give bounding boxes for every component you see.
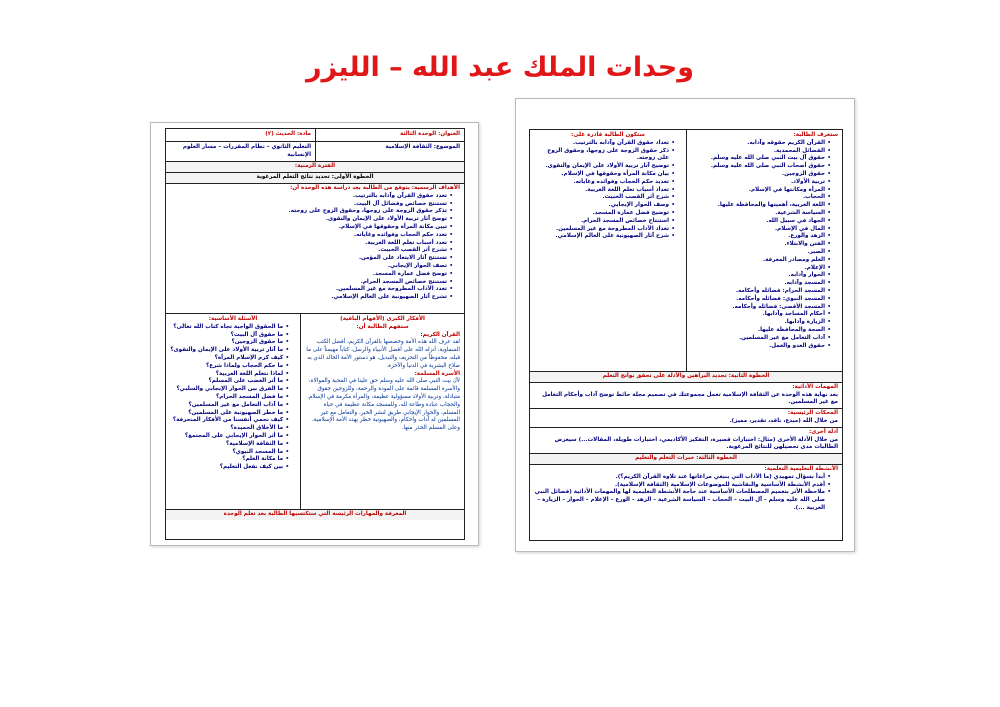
program-label: التعليم الثانوي – نظام المقررات – مسار العلوم الإنسانية (182, 143, 311, 158)
know-item: • الزهد والورع. (691, 233, 830, 241)
goals-title: الأهداف الرسمية: يتوقع من الطالبة بعد دراسة هذه الوحدة أن: (290, 184, 460, 191)
questions-column (166, 314, 300, 509)
able-item: • تعداد حقوق القرآن وآدابه بالترتيب. (534, 140, 674, 148)
task-title: المهمات الأدائية: (792, 383, 838, 390)
know-item: • حقوق العدو والعمل. (691, 343, 830, 351)
goal-item: • تشرح أثر القصب الخبيث. (170, 247, 452, 255)
question-item: • ما أثر الغضب على المسلم؟ (170, 378, 288, 386)
know-item: • المسجد الحرام: فضائله وأحكامه. (691, 288, 830, 296)
evidence-title: أدلة أخرى: (808, 428, 838, 435)
question-item: • ما حقوق آل البيت؟ (170, 332, 288, 340)
stage1-row: الخطوة الأولى: تحديد نتائج التعلم المرغوبة (166, 173, 464, 184)
right-document-page (515, 98, 855, 552)
know-item: • حقوق الزوجين. (691, 171, 830, 179)
unit-label: العنوان: الوحدة الثالثة (399, 131, 460, 137)
know-column (686, 130, 842, 371)
activity-item: • أقدم الأنشطة الأساسية والنقاشية للموضوعات الإسلامية (الثقافة الإسلامية). (534, 482, 830, 490)
left-footer-row: المعرفة والمهارات الرئيسة التي ستكتسبها الطالبة بعد تعلم الوحدة (166, 510, 464, 520)
question-item: • ما آثار تربية الأولاد على الإيمان والتقوى؟ (170, 347, 288, 355)
know-item: • الفتن والابتلاء. (691, 241, 830, 249)
know-item: • المسجد النبوي: فضائله وأحكامه. (691, 296, 830, 304)
ideas-paragraph-1: لقد عرف الله هذه الأمة وخصصها بالقرآن الكريم، أفضل الكتب السماوية، أنزله الله على أفضل الأنبياء والرسل، كتاباً مهيمناً على ما قبله، محفوظاً من التحريف والتبديل، هو دستور الأمة الخالد الذي به صلاح البشرية في الدنيا والآخرة. (306, 339, 460, 369)
evidence-section (530, 428, 842, 454)
question-item: • ما خطر الصهيونية على المسلمين؟ (170, 410, 288, 418)
goal-item: • تعدد حقوق القرآن وآدابه بالترتيب. (170, 193, 452, 201)
know-item: • الزيارة وآدابها. (691, 319, 830, 327)
able-item: • شرح أثر القصب الخبيث. (534, 194, 674, 202)
question-item: • ما أثر الحوار الإيجابي على المجتمع؟ (170, 433, 288, 441)
goal-item: • تبين مكانة المرأة وحقوقها في الإسلام. (170, 224, 452, 232)
know-item: • المال في الإسلام. (691, 226, 830, 234)
know-item: • الصحة والمحافظة عليها. (691, 327, 830, 335)
know-item: • المرأة ومكانتها في الإسلام. (691, 187, 830, 195)
ideas-questions-row (166, 314, 464, 510)
activity-item: • أبدأ بسؤال تمهيدي (ما الآداب التي ينبغي مراعاتها عند تلاوة القرآن الكريم؟). (534, 474, 830, 482)
question-item: • ما آداب التعامل مع غير المسلمين؟ (170, 402, 288, 410)
questions-title: الأسئلة الأساسية: (208, 315, 258, 322)
able-item: • تعديد حكم الحجاب وفوائده وغاياته. (534, 179, 674, 187)
know-item: • القرآن الكريم حقوقه وآدابه. (691, 140, 830, 148)
header-row-2 (166, 142, 464, 163)
task-section (530, 383, 842, 409)
ideas-paragraph-2: لآل بيت النبي صلى الله عليه وسلم حق علينا في المحبة والموالاة، والأسرة المسلمة قائمة على المودة والرحمة، وللزوجين حقوق متبادلة، وتربية الأولاد مسؤولية عظيمة، والمرأة مكرمة في الإسلام. (307, 378, 460, 400)
able-item: • توضيح فضل عمارة المسجد. (534, 210, 674, 218)
question-item: • كيف نحمي أنفسنا من الأفكار المنحرفة؟ (170, 417, 288, 425)
page-title: وحدات الملك عبد الله – الليزر (305, 52, 694, 83)
header-row-1 (166, 129, 464, 142)
left-plan-table (165, 128, 465, 540)
know-item: • العلم ومصادر المعرفة. (691, 257, 830, 265)
activities-section (530, 465, 842, 514)
criteria-section (530, 409, 842, 428)
question-item: • ما الأخلاق الحميدة؟ (170, 425, 288, 433)
evidence-text: من خلال الأدلة الأخرى (مثال: اختبارات قصيرة، التفكير الأكاديمي، اختبارات طويلة، المقالات...) سيعرض الطالبات مدى تحصيلهن للنتائج المرغوبة. (554, 436, 838, 451)
know-item: • حقوق آل بيت النبي صلى الله عليه وسلم. (691, 155, 830, 163)
know-item: • المسجد وآدابه. (691, 280, 830, 288)
ideas-heading-2: الأسرة المسلمة: (414, 370, 460, 377)
activities-title: الأنشطة التعليمية التعلمية: (764, 465, 838, 472)
activity-item: • ملاحظة الأثر بتعميم المصطلحات الأساسية عند حاجة الأنشطة التعليمية لها والمهمات الأدائية (فضائل النبي صلى الله عليه وسلم – آل البيت – الحجاب – السياسة الشرعية – الزهد – الورع – الإعلام – الحوار – الزيارة – العربية ...). (534, 489, 830, 512)
goal-item: • تصف الحوار الإيجابي. (170, 263, 452, 271)
able-item: • تعداد الآداب المطروحة مع غير المسلمين. (534, 226, 674, 234)
ideas-heading-1: القرآن الكريم: (420, 331, 460, 338)
question-item: • ما الثقافة الإسلامية؟ (170, 441, 288, 449)
able-title: ستكون الطالبة قادرة على: (571, 132, 645, 138)
know-item: • الفضائل المحمدية. (691, 148, 830, 156)
know-item: • آداب التعامل مع غير المسلمين. (691, 335, 830, 343)
goal-item: • توضح آثار تربية الأولاد على الإيمان والتقوى. (170, 216, 452, 224)
question-item: • لماذا نتعلم اللغة العربية؟ (170, 371, 288, 379)
goal-item: • تعدد حكم الحجاب وفوائده وغاياته. (170, 232, 452, 240)
topic-label: الموضوع: الثقافة الإسلامية (385, 143, 460, 150)
ideas-title: الأفكار الكبرى (الأفهام الباقية) (340, 315, 425, 322)
know-item: • اللغة العربية، أهميتها والمحافظة عليها. (691, 202, 830, 210)
know-item: • الجهاد في سبيل الله. (691, 218, 830, 226)
able-item: • تعداد أسباب تعلم اللغة العربية. (534, 187, 674, 195)
ideas-paragraph-3: والحجاب عبادة وطاعة لله، وللمسجد مكانة عظيمة في حياة المسلم، والحوار الإيجابي طريق لنشر الخير، والتعامل مع غير المسلمين له آداب وأحكام، والصهيونية خطر يهدد الأمة الإسلامية، وعلى المسلم الحذر منها. (312, 401, 460, 432)
know-item: • المسجد الأقصى: فضائله وأحكامه. (691, 304, 830, 312)
stage3-row: الخطوة الثالثة: خبرات التعلم والتعليم (530, 454, 842, 465)
question-item: • ما حقوق الزوجين؟ (170, 339, 288, 347)
able-item: • وصف الحوار الإيجابي. (534, 202, 674, 210)
know-item: • الصبر. (691, 249, 830, 257)
goal-item: • تستنتج آثار الابتعاد على المؤمن. (170, 255, 452, 263)
goal-item: • تستنتج خصائص المسجد الحرام. (170, 279, 452, 287)
know-item: • الإعلام. (691, 265, 830, 273)
goal-item: • تستنتج خصائص وفضائل آل البيت. (170, 201, 452, 209)
knowledge-skills-row (530, 130, 842, 372)
criteria-text: من خلال الله (مبدع، ناقد، تقدير، مميز). (729, 417, 838, 424)
ideas-subtitle: ستفهم الطالبة أن: (356, 323, 409, 330)
duration-row: الفترة الزمنية: (166, 162, 464, 173)
able-item: • شرح آثار الصهيونية على العالم الإسلامي. (534, 233, 674, 241)
know-item: • أحكام المساجد وآدابها. (691, 311, 830, 319)
question-item: • ما حكم الحجاب ولماذا شرع؟ (170, 363, 288, 371)
question-item: • ما مكانة العلم؟ (170, 456, 288, 464)
big-ideas-column (300, 314, 464, 509)
goal-item: • توضح فضل عمارة المسجد. (170, 271, 452, 279)
task-text: بعد نهاية هذه الوحدة عن الثقافة الإسلامية تعمل مجموعتك في تصميم مجلة حائط توضح آداب وأحكام التعامل مع غير المسلمين. (542, 391, 838, 406)
questions-list (170, 324, 296, 472)
question-item: • ما الحقوق الواجبة تجاه كتاب الله تعالى؟ (170, 324, 288, 332)
know-item: • الحجاب. (691, 194, 830, 202)
criteria-title: المحكات الرئيسية: (787, 410, 838, 417)
know-item: • السياسة الشرعية. (691, 210, 830, 218)
question-item: • بين كيف نفعل التعليم؟ (170, 464, 288, 472)
able-item: • بيان مكانة المرأة وحقوقها في الإسلام. (534, 171, 674, 179)
know-item: • حقوق أصحاب النبي صلى الله عليه وسلم. (691, 163, 830, 171)
able-column (530, 130, 686, 371)
able-item: • توضيح آثار تربية الأولاد على الإيمان والتقوى. (534, 163, 674, 171)
able-item: • ذكر حقوق الزوجة على زوجها، وحقوق الزوج على زوجته. (534, 148, 674, 164)
goal-item: • تشرح آثار الصهيونية على العالم الإسلامي. (170, 294, 452, 302)
able-item: • استنتاج خصائص المسجد الحرام. (534, 218, 674, 226)
activities-list (534, 474, 838, 513)
goals-list (170, 193, 460, 302)
know-item: • الحوار وآدابه. (691, 272, 830, 280)
know-item: • تربية الأولاد. (691, 179, 830, 187)
goals-section (166, 184, 464, 314)
question-item: • ما فضل المسجد الحرام؟ (170, 394, 288, 402)
left-document-page (150, 122, 479, 546)
able-list (534, 140, 682, 241)
goal-item: • تذكر حقوق الزوجة على زوجها، وحقوق الزوج على زوجته. (170, 208, 452, 216)
question-item: • ما المسجد النبوي؟ (170, 449, 288, 457)
goal-item: • تعدد أسباب تعلم اللغة العربية. (170, 240, 452, 248)
subject-label: مادة: الحديث (٢) (265, 131, 311, 137)
stage2-row: الخطوة الثانية: تحديد البراهين والأدلة على تحقق نواتج التعلم (530, 372, 842, 383)
know-list (691, 140, 838, 351)
question-item: • ما الفرق بين الحوار الإيجابي والسلبي؟ (170, 386, 288, 394)
question-item: • كيف كرم الإسلام المرأة؟ (170, 355, 288, 363)
goal-item: • تعدد الآداب المطروحة مع غير المسلمين. (170, 286, 452, 294)
know-title: ستعرف الطالبة: (793, 132, 838, 138)
right-plan-table (529, 129, 843, 541)
